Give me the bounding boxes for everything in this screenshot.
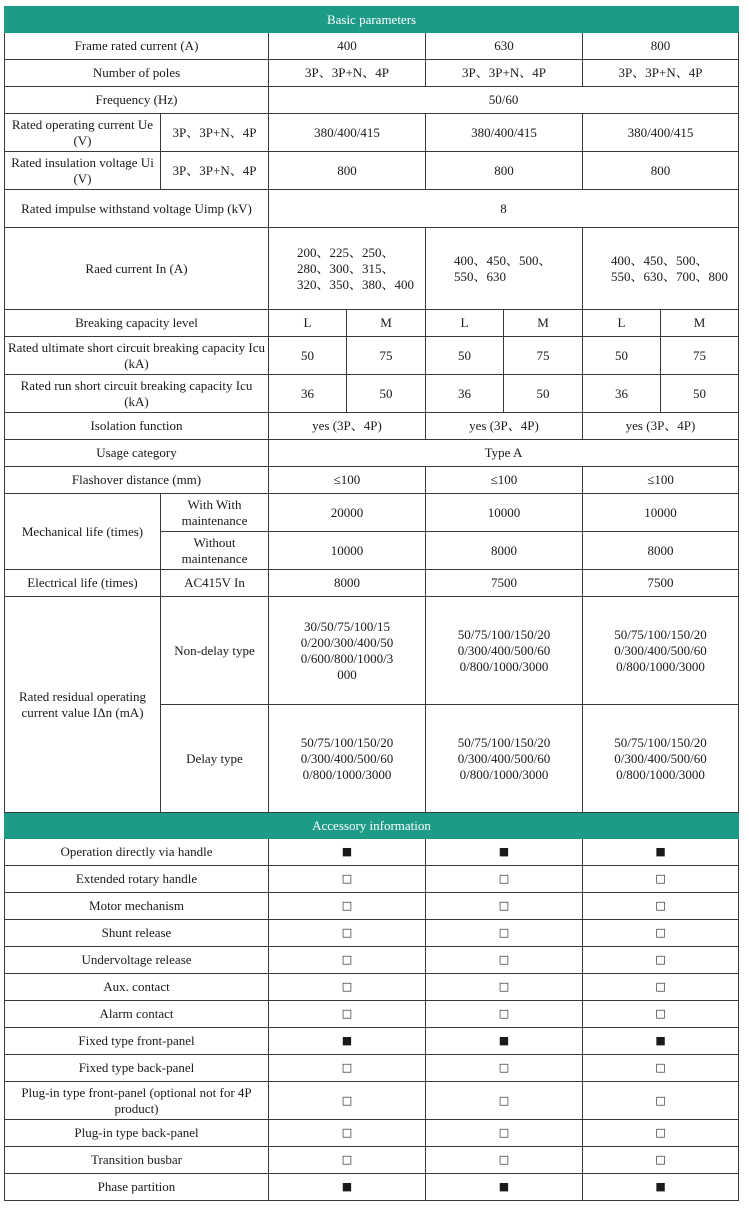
- accessory-mark: □: [426, 974, 583, 1001]
- accessory-mark: □: [269, 1001, 426, 1028]
- cell-value: M: [347, 310, 426, 337]
- accessory-mark: □: [269, 1120, 426, 1147]
- cell-value: L: [583, 310, 661, 337]
- cell-value: 800: [426, 152, 583, 190]
- cell-value: 50: [661, 375, 739, 413]
- accessory-mark: □: [583, 947, 739, 974]
- accessory-row: [5, 1082, 739, 1120]
- cell-value: 7500: [426, 570, 583, 597]
- accessory-mark: □: [426, 1082, 583, 1120]
- accessory-label: Undervoltage release: [5, 947, 269, 974]
- row-elec-life: [5, 570, 739, 597]
- row-label: Rated insulation voltage Ui (V): [5, 152, 161, 190]
- accessory-row: [5, 974, 739, 1001]
- cell-value: L: [426, 310, 504, 337]
- accessory-mark: □: [269, 1055, 426, 1082]
- row-label: Rated ultimate short circuit breaking capacity Icu (kA): [5, 337, 269, 375]
- row-ui: [5, 152, 739, 190]
- accessory-mark: □: [426, 947, 583, 974]
- row-icu: [5, 337, 739, 375]
- spec-table: [4, 6, 739, 1201]
- cell-value: 30/50/75/100/150/200/300/400/500/600/800/1000/3000: [269, 597, 426, 705]
- accessory-label: Aux. contact: [5, 974, 269, 1001]
- row-label: Electrical life (times): [5, 570, 161, 597]
- cell-value: 50/75/100/150/200/300/400/500/600/800/1000/3000: [426, 705, 583, 813]
- cell-value: 800: [269, 152, 426, 190]
- row-frequency: [5, 87, 739, 114]
- cell-value: 800: [583, 152, 739, 190]
- row-rated-current: [5, 228, 739, 310]
- accessory-mark: ■: [269, 1028, 426, 1055]
- accessory-mark: ■: [583, 839, 739, 866]
- accessory-mark: □: [426, 920, 583, 947]
- accessory-mark: ■: [426, 1028, 583, 1055]
- cell-value: yes (3P、4P): [583, 413, 739, 440]
- accessory-mark: □: [583, 1055, 739, 1082]
- cell-value: 36: [583, 375, 661, 413]
- row-label: Number of poles: [5, 60, 269, 87]
- accessory-mark: ■: [269, 839, 426, 866]
- row-label: Rated impulse withstand voltage Uimp (kV): [5, 190, 269, 228]
- accessory-mark: □: [426, 866, 583, 893]
- cell-value: 8: [269, 190, 739, 228]
- accessory-mark: □: [583, 1082, 739, 1120]
- accessory-mark: □: [426, 1120, 583, 1147]
- cell-value: Type A: [269, 440, 739, 467]
- accessory-label: Alarm contact: [5, 1001, 269, 1028]
- cell-value: 50/75/100/150/200/300/400/500/600/800/1000/3000: [583, 597, 739, 705]
- row-sublabel: Delay type: [161, 705, 269, 813]
- cell-value: 10000: [426, 494, 583, 532]
- row-isolation: [5, 413, 739, 440]
- accessory-label: Fixed type back-panel: [5, 1055, 269, 1082]
- cell-value: ≤100: [426, 467, 583, 494]
- accessory-row: [5, 1028, 739, 1055]
- cell-value: 400、450、500、550、630: [426, 228, 583, 310]
- cell-value: 400、450、500、550、630、700、800: [583, 228, 739, 310]
- accessory-label: Operation directly via handle: [5, 839, 269, 866]
- cell-value: 50/75/100/150/200/300/400/500/600/800/1000/3000: [426, 597, 583, 705]
- row-frame-current: [5, 33, 739, 60]
- cell-value: 380/400/415: [583, 114, 739, 152]
- accessory-row: [5, 920, 739, 947]
- accessory-label: Shunt release: [5, 920, 269, 947]
- accessory-label: Extended rotary handle: [5, 866, 269, 893]
- accessory-mark: □: [269, 920, 426, 947]
- row-flashover: [5, 467, 739, 494]
- accessory-mark: □: [426, 1055, 583, 1082]
- row-label: Raed current In (A): [5, 228, 269, 310]
- row-sublabel: 3P、3P+N、4P: [161, 152, 269, 190]
- row-ics: [5, 375, 739, 413]
- accessory-label: Fixed type front-panel: [5, 1028, 269, 1055]
- cell-value: 50/75/100/150/200/300/400/500/600/800/1000/3000: [583, 705, 739, 813]
- cell-value: 75: [661, 337, 739, 375]
- accessory-mark: □: [583, 866, 739, 893]
- row-sublabel: Non-delay type: [161, 597, 269, 705]
- accessory-row: [5, 839, 739, 866]
- accessory-mark: ■: [583, 1028, 739, 1055]
- accessory-mark: □: [583, 920, 739, 947]
- cell-value: 50/75/100/150/200/300/400/500/600/800/1000/3000: [269, 705, 426, 813]
- accessory-mark: ■: [583, 1174, 739, 1201]
- cell-value: L: [269, 310, 347, 337]
- accessory-mark: □: [269, 974, 426, 1001]
- cell-value: 400: [269, 33, 426, 60]
- accessory-mark: ■: [426, 839, 583, 866]
- accessory-mark: □: [583, 893, 739, 920]
- cell-value: 50: [347, 375, 426, 413]
- accessory-row: [5, 866, 739, 893]
- accessory-label: Transition busbar: [5, 1147, 269, 1174]
- accessory-mark: ■: [426, 1174, 583, 1201]
- accessory-row: [5, 1001, 739, 1028]
- accessory-row: [5, 893, 739, 920]
- row-sublabel: With With maintenance: [161, 494, 269, 532]
- cell-value: M: [504, 310, 583, 337]
- accessory-mark: □: [583, 1120, 739, 1147]
- accessory-mark: □: [269, 893, 426, 920]
- cell-value: 10000: [269, 532, 426, 570]
- cell-value: 7500: [583, 570, 739, 597]
- accessory-mark: □: [583, 1001, 739, 1028]
- cell-value: yes (3P、4P): [426, 413, 583, 440]
- row-label: Isolation function: [5, 413, 269, 440]
- row-label: Rated operating current Ue (V): [5, 114, 161, 152]
- accessory-mark: □: [269, 947, 426, 974]
- accessory-mark: □: [269, 1147, 426, 1174]
- cell-value: 75: [347, 337, 426, 375]
- cell-value: 3P、3P+N、4P: [269, 60, 426, 87]
- cell-value: 50: [504, 375, 583, 413]
- row-label: Frame rated current (A): [5, 33, 269, 60]
- accessory-mark: □: [426, 1001, 583, 1028]
- accessory-information-header: Accessory information: [5, 813, 739, 839]
- cell-value: 8000: [426, 532, 583, 570]
- accessory-mark: ■: [269, 1174, 426, 1201]
- row-usage-category: [5, 440, 739, 467]
- accessory-mark: □: [269, 866, 426, 893]
- accessory-label: Plug-in type back-panel: [5, 1120, 269, 1147]
- cell-value: ≤100: [269, 467, 426, 494]
- row-mech-life-with: [5, 494, 739, 532]
- row-breaking-level: [5, 310, 739, 337]
- accessory-label: Phase partition: [5, 1174, 269, 1201]
- row-label: Rated run short circuit breaking capacity Icu (kA): [5, 375, 269, 413]
- row-label: Mechanical life (times): [5, 494, 161, 570]
- cell-value: 50: [426, 337, 504, 375]
- cell-value: 50: [269, 337, 347, 375]
- cell-value: 3P、3P+N、4P: [583, 60, 739, 87]
- accessory-row: [5, 1055, 739, 1082]
- cell-value: 200、225、250、280、300、315、320、350、380、400: [269, 228, 426, 310]
- accessory-mark: □: [426, 893, 583, 920]
- row-sublabel: AC415V In: [161, 570, 269, 597]
- accessory-mark: □: [426, 1147, 583, 1174]
- row-label: Usage category: [5, 440, 269, 467]
- accessory-label: Plug-in type front-panel (optional not for 4P product): [5, 1082, 269, 1120]
- row-label: Breaking capacity level: [5, 310, 269, 337]
- cell-value: 75: [504, 337, 583, 375]
- cell-value: 800: [583, 33, 739, 60]
- row-label: Flashover distance (mm): [5, 467, 269, 494]
- row-uimp: [5, 190, 739, 228]
- cell-value: 50/60: [269, 87, 739, 114]
- row-residual-nondelay: [5, 597, 739, 705]
- row-poles: [5, 60, 739, 87]
- cell-value: 630: [426, 33, 583, 60]
- accessory-row: [5, 1147, 739, 1174]
- accessory-mark: □: [583, 1147, 739, 1174]
- accessory-mark: □: [269, 1082, 426, 1120]
- row-sublabel: 3P、3P+N、4P: [161, 114, 269, 152]
- row-label: Frequency (Hz): [5, 87, 269, 114]
- basic-parameters-header: Basic parameters: [5, 7, 739, 33]
- cell-value: 36: [426, 375, 504, 413]
- cell-value: 20000: [269, 494, 426, 532]
- cell-value: 380/400/415: [426, 114, 583, 152]
- accessory-row: [5, 1120, 739, 1147]
- cell-value: 380/400/415: [269, 114, 426, 152]
- cell-value: 36: [269, 375, 347, 413]
- cell-value: 8000: [269, 570, 426, 597]
- accessory-row: [5, 1174, 739, 1201]
- row-sublabel: Without maintenance: [161, 532, 269, 570]
- cell-value: 8000: [583, 532, 739, 570]
- accessory-label: Motor mechanism: [5, 893, 269, 920]
- accessory-row: [5, 947, 739, 974]
- cell-value: 50: [583, 337, 661, 375]
- accessory-mark: □: [583, 974, 739, 1001]
- cell-value: yes (3P、4P): [269, 413, 426, 440]
- cell-value: M: [661, 310, 739, 337]
- cell-value: 10000: [583, 494, 739, 532]
- cell-value: ≤100: [583, 467, 739, 494]
- cell-value: 3P、3P+N、4P: [426, 60, 583, 87]
- row-label: Rated residual operating current value IΔn (mA): [5, 597, 161, 813]
- row-ue: [5, 114, 739, 152]
